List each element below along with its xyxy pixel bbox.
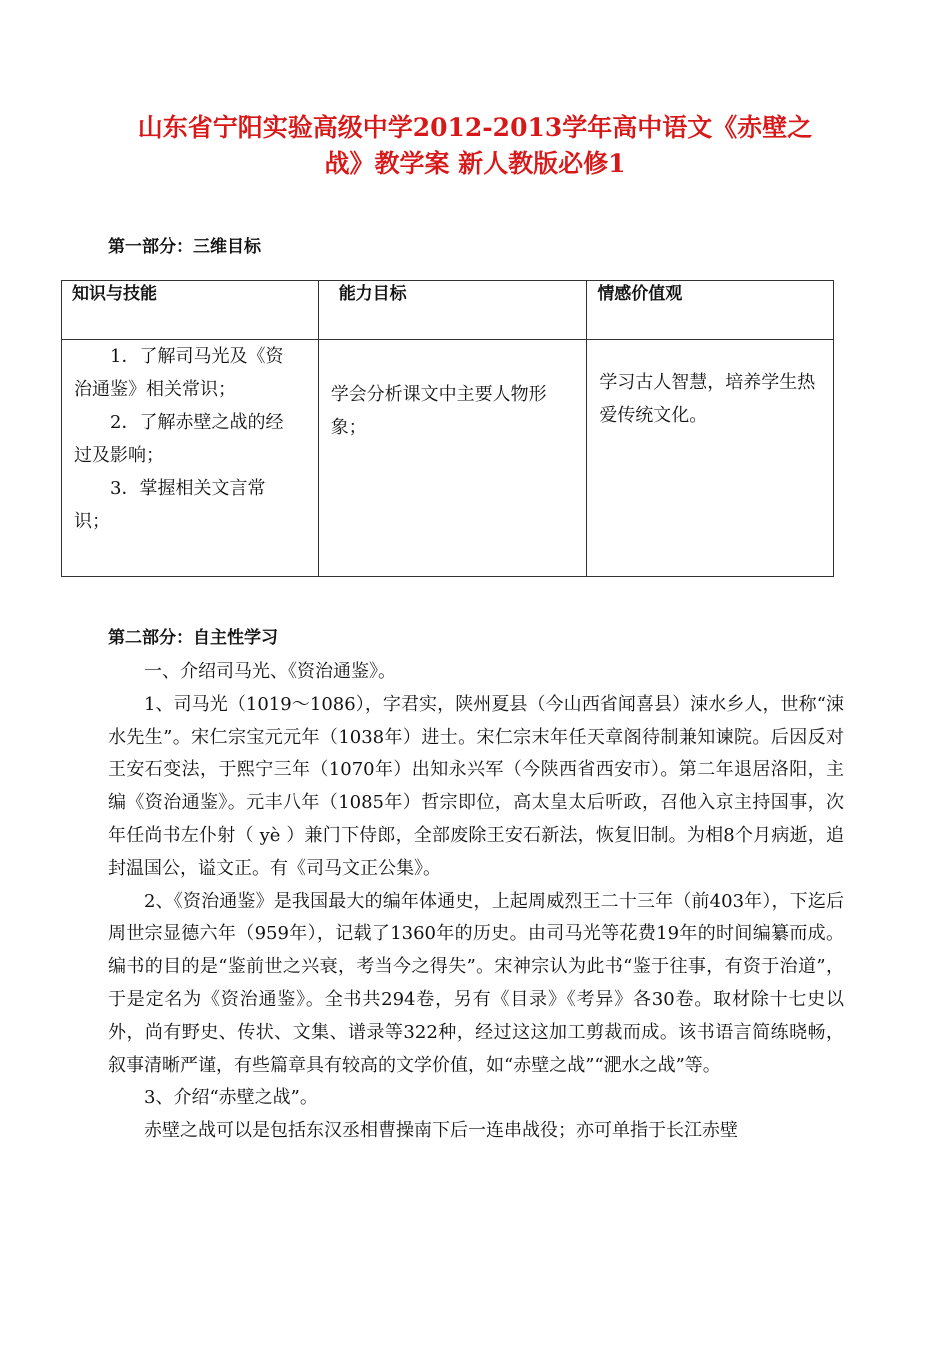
paragraph: 一、介绍司马光、《资治通鉴》。 (144, 661, 396, 682)
knowledge-line: 治通鉴》相关常识； (74, 379, 236, 400)
document-title (80, 110, 870, 182)
paragraph: 赤壁之战可以是包括东汉丞相曹操南下后一连串战役；亦可单指于长江赤壁 (144, 1120, 738, 1142)
knowledge-line: 识； (74, 511, 110, 532)
knowledge-line: 1．了解司马光及《资 (110, 346, 284, 367)
knowledge-line: 3．掌握相关文言常 (110, 478, 266, 499)
header-knowledge: 知识与技能 (62, 281, 319, 340)
goals-header-row (62, 281, 834, 340)
knowledge-line: 过及影响； (74, 445, 164, 466)
knowledge-cell (62, 340, 319, 577)
part1-heading: 第一部分：三维目标 (108, 237, 261, 257)
goals-table (61, 280, 834, 577)
ability-text: 学会分析课文中主要人物形象； (330, 384, 547, 438)
ability-cell (318, 340, 587, 577)
emotion-cell (587, 340, 834, 577)
knowledge-line: 2．了解赤壁之战的经 (110, 412, 284, 433)
paragraph: 3、介绍“赤壁之战”。 (144, 1087, 318, 1109)
title-line-2: 战》教学案 新人教版必修1 (324, 149, 626, 178)
paragraph: 2、《资治通鉴》是我国最大的编年体通史，上起周威烈王二十三年（前403年），下迄后周世宗显德六年（959年），记载了1360年的历史。由司马光等花费19年的时间编纂而成。编书的目的是“鉴前世之兴衰，考当今之得失”。宋神宗认为此书“鉴于往事，有资于治道”，于是定名为《资治通鉴》。全书共294卷，另有《目录》《考异》各30卷。取材除十七史以外，尚有野史、传状、文集、谱录等322种，经过这这加工剪裁而成。该书语言简练晓畅，叙事清晰严谨，有些篇章具有较高的文学价值，如“赤壁之战”“淝水之战”等。 (108, 890, 844, 1076)
header-emotion: 情感价值观 (587, 281, 834, 340)
paragraph: 1、司马光（1019～1086），字君实，陕州夏县（今山西省闻喜县）涑水乡人，世称“涑水先生”。宋仁宗宝元元年（1038年）进士。宋仁宗末年任天章阁待制兼知谏院。后因反对王安石变法，于熙宁三年（1070年）出知永兴军（今陕西省西安市）。第二年退居洛阳，主编《资治通鉴》。元丰八年（1085年）哲宗即位，高太皇太后听政，召他入京主持国事，次年任尚书左仆射（ yè ）兼门下侍郎，全部废除王安石新法，恢复旧制。为相8个月病逝，追封温国公，谥文正。有《司马文正公集》。 (108, 693, 844, 879)
emotion-text: 学习古人智慧，培养学生热爱传统文化。 (599, 372, 816, 426)
goals-body-row (62, 340, 834, 577)
header-ability: 能力目标 (318, 281, 587, 340)
title-line-1: 山东省宁阳实验高级中学2012-2013学年高中语文《赤壁之 (137, 113, 813, 142)
part2-heading: 第二部分：自主性学习 (108, 628, 278, 648)
part2-body (108, 656, 844, 1148)
